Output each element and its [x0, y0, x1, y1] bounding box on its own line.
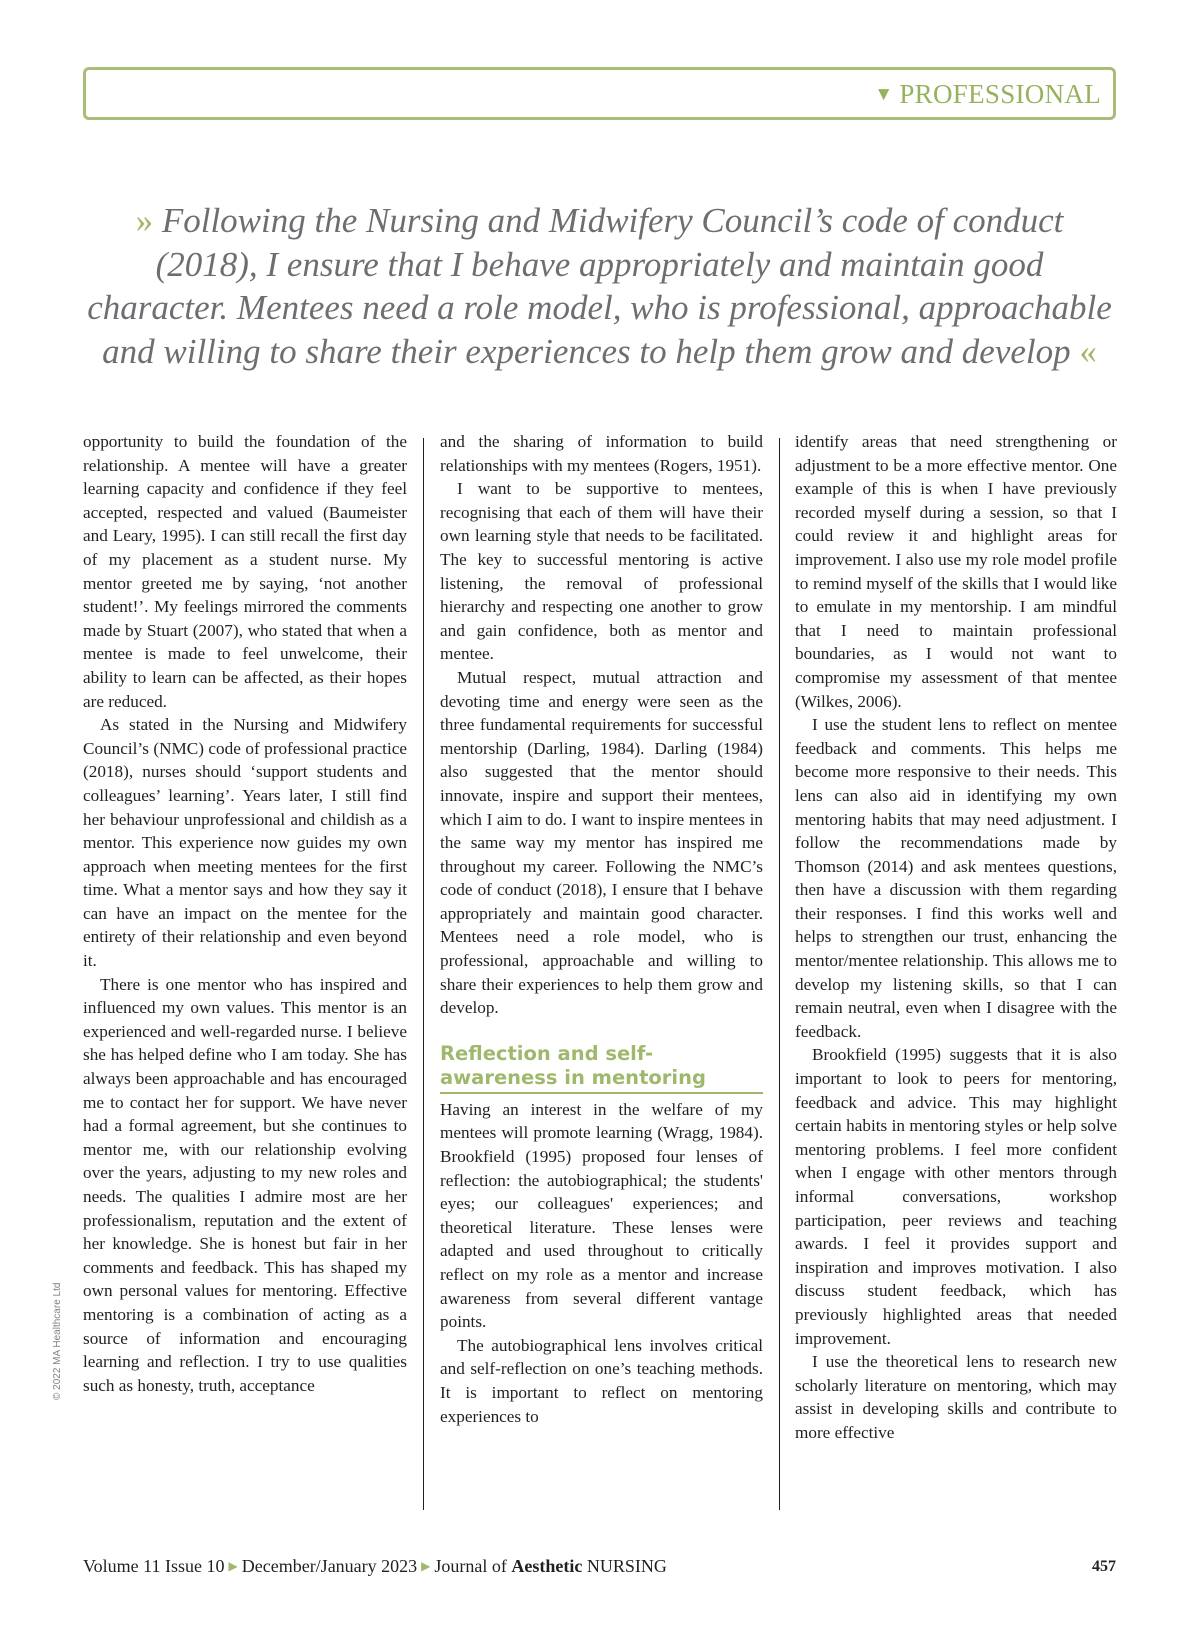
journal-suffix: NURSING: [586, 1556, 667, 1576]
section-label: ▼ PROFESSIONAL: [874, 79, 1101, 109]
paragraph: Having an interest in the welfare of my mentees will promote learning (Wragg, 1984). Brookfield (1995) proposed four lenses of reflection: the autobiographical; the students' eyes; our colleagues' experiences; and theoretical literature. These lenses were adapted and used throughout to critically reflect on my role as a mentor and increase awareness from several different vantage points.: [440, 1099, 763, 1332]
text-column-1: [83, 430, 407, 1512]
pull-quote-text: Following the Nursing and Midwifery Council’s code of conduct (2018), I ensure that I behave appropriately and maintain good character. Mentees need a role model, who is professional, approachable and willing to share their experiences to help them grow and develop: [87, 201, 1112, 371]
footer-volume: Volume 11 Issue 10: [83, 1556, 225, 1576]
pull-quote: [83, 199, 1116, 373]
triangle-down-icon: ▼: [874, 84, 894, 105]
paragraph: I want to be supportive to mentees, recognising that each of them will have their own learning style that needs to be facilitated. The key to successful mentoring is active listening, the removal of professional hierarchy and respecting one another to grow and gain confidence, both as mentor and mentee.: [440, 479, 763, 664]
paragraph: opportunity to build the foundation of the relationship. A mentee will have a greater learning capacity and confidence if they feel accepted, respected and valued (Baumeister and Leary, 1995). I can still recall the first day of my placement as a student nurse. My mentor greeted me by saying, ‘not another student!’. My feelings mirrored the comments made by Stuart (2007), who stated that when a mentee is made to feel unwelcome, their ability to learn can be affected, as their hopes are reduced.: [83, 432, 407, 711]
text-column-3: [795, 430, 1117, 1512]
footer-date: December/January 2023: [241, 1556, 418, 1576]
paragraph: I use the theoretical lens to research new scholarly literature on mentoring, which may assist in developing skills and contribute to more effective: [795, 1352, 1117, 1442]
paragraph: identify areas that need strengthening or adjustment to be a more effective mentor. One example of this is when I have previously recorded myself during a session, so that I could review it and highlight areas for improvement. I also use my role model profile to remind myself of the skills that I would like to emulate in my mentorship. I am mindful that I need to maintain professional boundaries, as I would not want to compromise my assessment of that mentee (Wilkes, 2006).: [795, 432, 1117, 711]
column-divider: [779, 438, 780, 1510]
journal-name-bold: Aesthetic: [511, 1556, 583, 1576]
triangle-right-icon: ▶: [421, 1559, 431, 1573]
paragraph: Brookfield (1995) suggests that it is also important to look to peers for mentoring, feedback and advice. This may highlight certain habits in mentoring styles or help solve mentoring problems. I feel more confident when I engage with other mentors through informal conversations, workshop participation, peer reviews and teaching awards. I feel it provides support and inspiration and improves motivation. I also discuss student feedback, which has previously highlighted areas that needed improvement.: [795, 1045, 1117, 1348]
journal-prefix: Journal of: [434, 1556, 507, 1576]
paragraph: As stated in the Nursing and Midwifery Council’s (NMC) code of professional practice (2018), nurses should ‘support students and colleagues’ learning’. Years later, I still find her behaviour unprofessional and childish as a mentor. This experience now guides my own approach when meeting mentees for the first time. What a mentor says and how they say it can have an impact on the mentee for the entirety of their relationship and even beyond it.: [83, 715, 407, 971]
paragraph: and the sharing of information to build relationships with my mentees (Rogers, 1951).: [440, 432, 763, 475]
paragraph: Mutual respect, mutual attraction and devoting time and energy were seen as the three fundamental requirements for successful mentorship (Darling, 1984). Darling (1984) also suggested that the mentor should innovate, inspire and support their mentees, which I aim to do. I want to inspire mentees in the same way my mentor has inspired me throughout my career. Following the NMC’s code of conduct (2018), I ensure that I behave appropriately and maintain good character. Mentees need a role model, who is professional, approachable and willing to share their experiences to help them grow and develop.: [440, 667, 763, 1018]
text-column-2: [440, 430, 763, 1512]
footer-citation: [83, 1556, 667, 1577]
column-divider: [423, 438, 424, 1510]
paragraph: There is one mentor who has inspired and influenced my own values. This mentor is an experienced and well-regarded nurse. I believe she has helped define who I am today. She has always been approachable and has encouraged me to contact her for support. We have never had a formal agreement, but she continues to mentor me, with our relationship evolving over the years, adjusting to my new roles and needs. The qualities I admire most are her professionalism, reputation and the extent of her knowledge. She is honest but fair in her comments and feedback. This has shaped my own personal values for mentoring. Effective mentoring is a combination of acting as a source of information and encouraging learning and reflection. I try to use qualities such as honesty, truth, acceptance: [83, 974, 407, 1395]
page-number: 457: [1092, 1558, 1116, 1575]
triangle-right-icon: ▶: [228, 1559, 238, 1573]
paragraph: The autobiographical lens involves critical and self-reflection on one’s teaching methods. It is important to reflect on mentoring experiences to: [440, 1335, 763, 1426]
paragraph: I use the student lens to reflect on mentee feedback and comments. This helps me become more responsive to their needs. This lens can also aid in identifying my own mentoring habits that may need adjustment. I follow the recommendations made by Thomson (2014) and ask mentees questions, then have a discussion with them regarding their responses. I find this works well and helps to strengthen our trust, enhancing the mentor/mentee relationship. This allows me to develop my listening skills, so that I can remain neutral, even when I disagree with the feedback.: [795, 715, 1117, 1041]
open-quote-mark: »: [135, 201, 154, 240]
copyright-notice: © 2022 MA Healthcare Ltd: [52, 1282, 63, 1400]
close-quote-mark: «: [1079, 331, 1097, 371]
section-header-box: [83, 67, 1116, 120]
section-subheading: Reflection and self-awareness in mentoring: [440, 1042, 763, 1094]
